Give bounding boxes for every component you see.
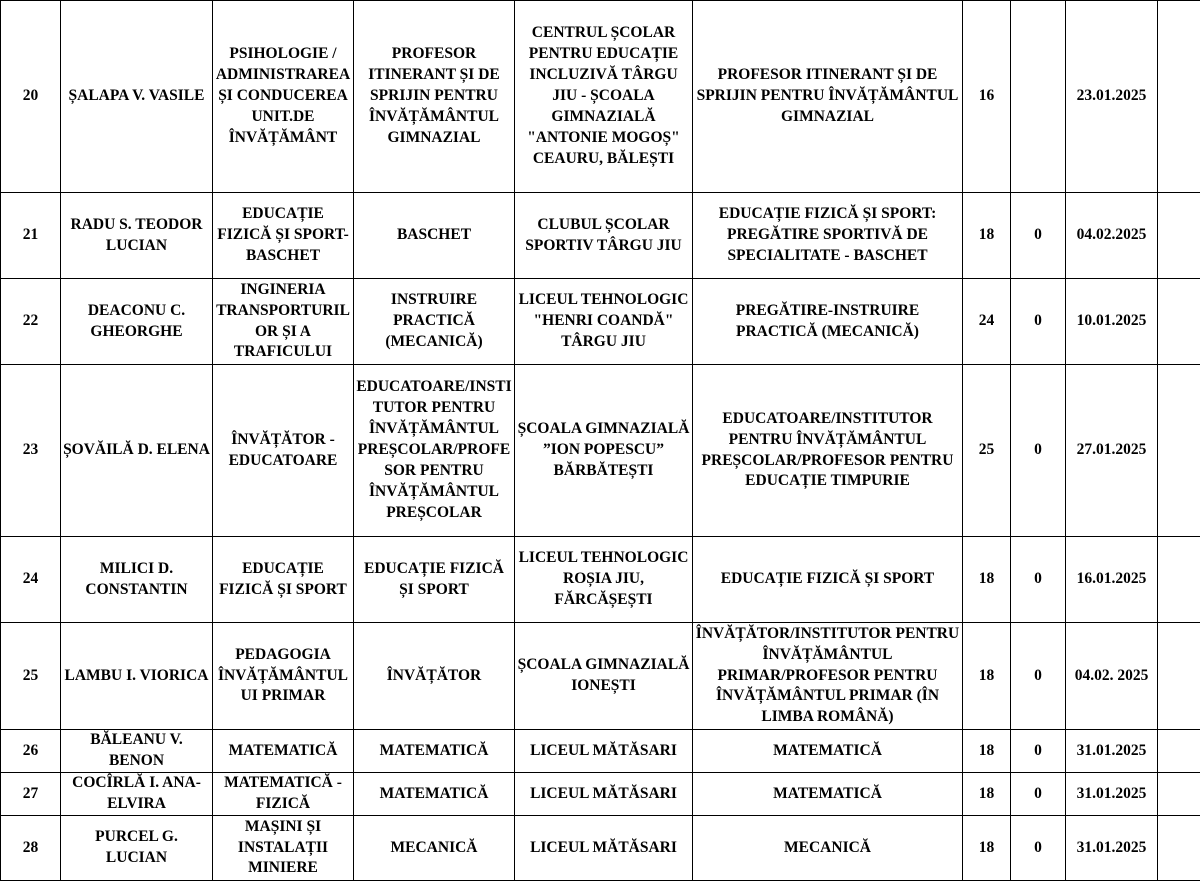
- specialization-cell: INGINERIA TRANSPORTURILOR ȘI A TRAFICULUI: [213, 279, 354, 365]
- row-number-cell: 26: [1, 730, 61, 773]
- extra-hours-cell: [1011, 1, 1066, 193]
- table-row: [1, 816, 1200, 881]
- hours-cell: 18: [963, 537, 1011, 623]
- row-number-cell: 24: [1, 537, 61, 623]
- table-row: [1, 193, 1200, 279]
- specialization-cell: MAȘINI ȘI INSTALAȚII MINIERE: [213, 816, 354, 881]
- notes-cell: [1158, 773, 1200, 816]
- school-cell: CENTRUL ȘCOLAR PENTRU EDUCAȚIE INCLUZIVĂ TÂRGU JIU - ȘCOALA GIMNAZIALĂ "ANTONIE MOGOȘ" CEAURU, BĂLEȘTI: [515, 1, 693, 193]
- date-cell: 31.01.2025: [1066, 773, 1158, 816]
- notes-cell: [1158, 365, 1200, 537]
- teacher-name-cell: MILICI D. CONSTANTIN: [61, 537, 213, 623]
- table-row: [1, 773, 1200, 816]
- teacher-name-cell: DEACONU C. GHEORGHE: [61, 279, 213, 365]
- row-number-cell: 20: [1, 1, 61, 193]
- date-cell: 10.01.2025: [1066, 279, 1158, 365]
- hours-cell: 18: [963, 193, 1011, 279]
- post-cell: EDUCATOARE/INSTITUTOR PENTRU ÎNVĂȚĂMÂNTUL PREȘCOLAR/PROFESOR PENTRU ÎNVĂȚĂMÂNTUL PREȘCOLAR: [354, 365, 515, 537]
- hours-cell: 18: [963, 816, 1011, 881]
- row-number-cell: 21: [1, 193, 61, 279]
- teacher-name-cell: COCÎRLĂ I. ANA-ELVIRA: [61, 773, 213, 816]
- extra-hours-cell: 0: [1011, 730, 1066, 773]
- discipline-cell: MECANICĂ: [693, 816, 963, 881]
- school-cell: LICEUL TEHNOLOGIC "HENRI COANDĂ" TÂRGU JIU: [515, 279, 693, 365]
- specialization-cell: MATEMATICĂ - FIZICĂ: [213, 773, 354, 816]
- discipline-cell: MATEMATICĂ: [693, 773, 963, 816]
- notes-cell: [1158, 537, 1200, 623]
- notes-cell: [1158, 193, 1200, 279]
- table-row: [1, 279, 1200, 365]
- specialization-cell: EDUCAȚIE FIZICĂ ȘI SPORT: [213, 537, 354, 623]
- extra-hours-cell: 0: [1011, 193, 1066, 279]
- post-cell: MECANICĂ: [354, 816, 515, 881]
- post-cell: MATEMATICĂ: [354, 773, 515, 816]
- date-cell: 04.02.2025: [1066, 193, 1158, 279]
- discipline-cell: PROFESOR ITINERANT ȘI DE SPRIJIN PENTRU ÎNVĂȚĂMÂNTUL GIMNAZIAL: [693, 1, 963, 193]
- table-row: [1, 537, 1200, 623]
- specialization-cell: MATEMATICĂ: [213, 730, 354, 773]
- table-row: [1, 730, 1200, 773]
- post-cell: INSTRUIRE PRACTICĂ (MECANICĂ): [354, 279, 515, 365]
- post-cell: EDUCAȚIE FIZICĂ ȘI SPORT: [354, 537, 515, 623]
- teacher-name-cell: RADU S. TEODOR LUCIAN: [61, 193, 213, 279]
- extra-hours-cell: 0: [1011, 816, 1066, 881]
- teacher-name-cell: BĂLEANU V. BENON: [61, 730, 213, 773]
- specialization-cell: PSIHOLOGIE / ADMINISTRAREA ȘI CONDUCEREA UNIT.DE ÎNVĂȚĂMÂNT: [213, 1, 354, 193]
- post-cell: MATEMATICĂ: [354, 730, 515, 773]
- extra-hours-cell: 0: [1011, 623, 1066, 730]
- extra-hours-cell: 0: [1011, 537, 1066, 623]
- discipline-cell: MATEMATICĂ: [693, 730, 963, 773]
- discipline-cell: ÎNVĂȚĂTOR/INSTITUTOR PENTRU ÎNVĂȚĂMÂNTUL PRIMAR/PROFESOR PENTRU ÎNVĂȚĂMÂNTUL PRIMAR (ÎN LIMBA ROMÂNĂ): [693, 623, 963, 730]
- teacher-name-cell: PURCEL G. LUCIAN: [61, 816, 213, 881]
- notes-cell: [1158, 623, 1200, 730]
- row-number-cell: 25: [1, 623, 61, 730]
- specialization-cell: ÎNVĂȚĂTOR - EDUCATOARE: [213, 365, 354, 537]
- notes-cell: [1158, 816, 1200, 881]
- discipline-cell: EDUCAȚIE FIZICĂ ȘI SPORT: [693, 537, 963, 623]
- hours-cell: 18: [963, 730, 1011, 773]
- table-row: [1, 623, 1200, 730]
- hours-cell: 16: [963, 1, 1011, 193]
- hours-cell: 25: [963, 365, 1011, 537]
- extra-hours-cell: 0: [1011, 773, 1066, 816]
- date-cell: 27.01.2025: [1066, 365, 1158, 537]
- notes-cell: [1158, 730, 1200, 773]
- school-cell: ȘCOALA GIMNAZIALĂ ”ION POPESCU” BĂRBĂTEȘTI: [515, 365, 693, 537]
- table-row: [1, 1, 1200, 193]
- date-cell: 23.01.2025: [1066, 1, 1158, 193]
- school-cell: LICEUL TEHNOLOGIC ROȘIA JIU, FĂRCĂȘEȘTI: [515, 537, 693, 623]
- date-cell: 16.01.2025: [1066, 537, 1158, 623]
- date-cell: 31.01.2025: [1066, 816, 1158, 881]
- teacher-name-cell: ȘALAPA V. VASILE: [61, 1, 213, 193]
- hours-cell: 18: [963, 773, 1011, 816]
- teacher-name-cell: ȘOVĂILĂ D. ELENA: [61, 365, 213, 537]
- school-cell: LICEUL MĂTĂSARI: [515, 816, 693, 881]
- teacher-name-cell: LAMBU I. VIORICA: [61, 623, 213, 730]
- row-number-cell: 28: [1, 816, 61, 881]
- row-number-cell: 23: [1, 365, 61, 537]
- notes-cell: [1158, 279, 1200, 365]
- school-cell: LICEUL MĂTĂSARI: [515, 730, 693, 773]
- notes-cell: [1158, 1, 1200, 193]
- school-cell: LICEUL MĂTĂSARI: [515, 773, 693, 816]
- post-cell: PROFESOR ITINERANT ȘI DE SPRIJIN PENTRU ÎNVĂȚĂMÂNTUL GIMNAZIAL: [354, 1, 515, 193]
- specialization-cell: PEDAGOGIA ÎNVĂȚĂMÂNTULUI PRIMAR: [213, 623, 354, 730]
- discipline-cell: EDUCATOARE/INSTITUTOR PENTRU ÎNVĂȚĂMÂNTUL PREȘCOLAR/PROFESOR PENTRU EDUCAȚIE TIMPURIE: [693, 365, 963, 537]
- date-cell: 31.01.2025: [1066, 730, 1158, 773]
- school-cell: ȘCOALA GIMNAZIALĂ IONEȘTI: [515, 623, 693, 730]
- row-number-cell: 27: [1, 773, 61, 816]
- school-cell: CLUBUL ȘCOLAR SPORTIV TÂRGU JIU: [515, 193, 693, 279]
- row-number-cell: 22: [1, 279, 61, 365]
- extra-hours-cell: 0: [1011, 279, 1066, 365]
- discipline-cell: PREGĂTIRE-INSTRUIRE PRACTICĂ (MECANICĂ): [693, 279, 963, 365]
- date-cell: 04.02. 2025: [1066, 623, 1158, 730]
- hours-cell: 18: [963, 623, 1011, 730]
- hours-cell: 24: [963, 279, 1011, 365]
- post-cell: BASCHET: [354, 193, 515, 279]
- post-cell: ÎNVĂȚĂTOR: [354, 623, 515, 730]
- specialization-cell: EDUCAȚIE FIZICĂ ȘI SPORT- BASCHET: [213, 193, 354, 279]
- extra-hours-cell: 0: [1011, 365, 1066, 537]
- table-row: [1, 365, 1200, 537]
- discipline-cell: EDUCAȚIE FIZICĂ ȘI SPORT: PREGĂTIRE SPORTIVĂ DE SPECIALITATE - BASCHET: [693, 193, 963, 279]
